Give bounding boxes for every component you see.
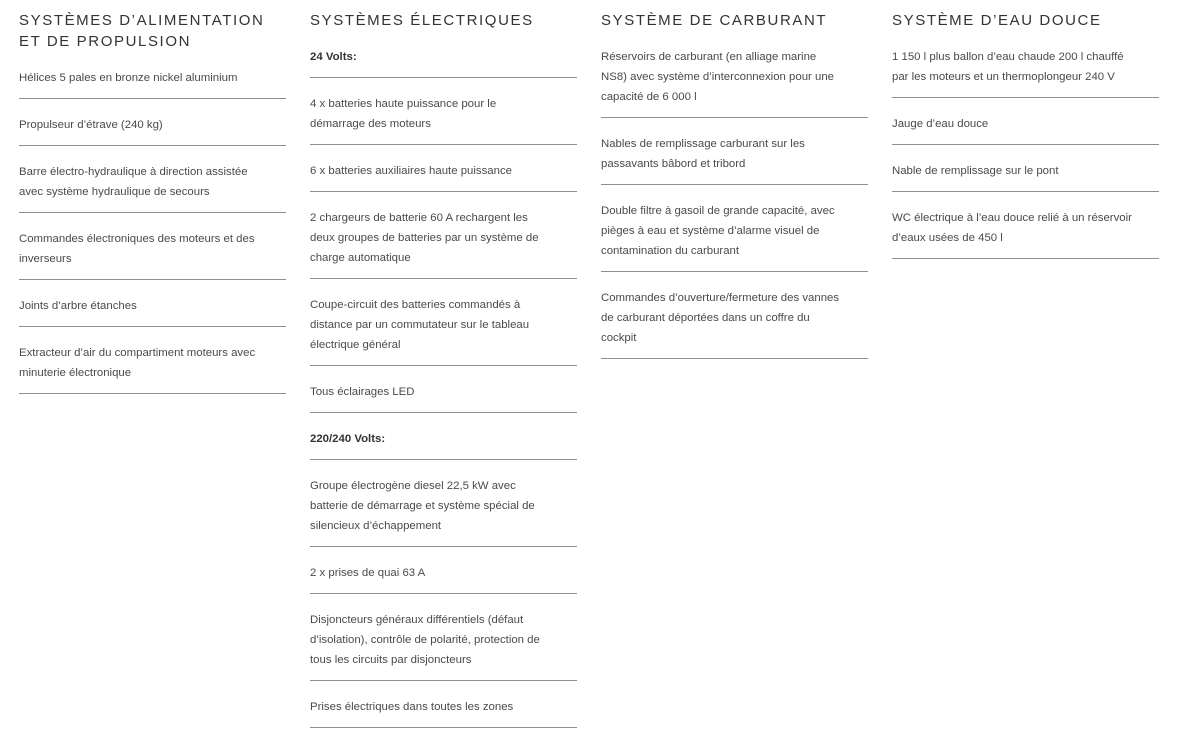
spec-subheading: 24 Volts: [310,47,577,78]
spec-list [601,47,868,359]
spec-item: Commandes électroniques des moteurs et des inverseurs [19,229,286,280]
spec-item: Coupe-circuit des batteries commandés à distance par un commutateur sur le tableau électrique général [310,295,577,366]
spec-item: WC électrique à l’eau douce relié à un réservoir d’eaux usées de 450 l [892,208,1159,259]
spec-item: Propulseur d’étrave (240 kg) [19,115,286,146]
spec-item: Extracteur d’air du compartiment moteurs avec minuterie électronique [19,343,286,394]
spec-subheading: 220/240 Volts: [310,429,577,460]
column-propulsion [19,10,286,410]
spec-item: 2 chargeurs de batterie 60 A rechargent les deux groupes de batteries par un système de charge automatique [310,208,577,279]
spec-item: 1 150 l plus ballon d’eau chaude 200 l chauffé par les moteurs et un thermoplongeur 240 V [892,47,1159,98]
column-title: SYSTÈME DE CARBURANT [601,12,828,29]
column-title: SYSTÈME D’EAU DOUCE [892,12,1102,29]
spec-item: Commandes d’ouverture/fermeture des vannes de carburant déportées dans un coffre du cockpit [601,288,868,359]
spec-list [892,47,1159,259]
spec-item: Nable de remplissage sur le pont [892,161,1159,192]
spec-item: Nables de remplissage carburant sur les passavants bâbord et tribord [601,134,868,185]
spec-item: Barre électro-hydraulique à direction assistée avec système hydraulique de secours [19,162,286,213]
column-fuel [601,10,868,375]
spec-item: Tous éclairages LED [310,382,577,413]
spec-item: Double filtre à gasoil de grande capacité, avec pièges à eau et système d’alarme visuel de contamination du carburant [601,201,868,272]
column-electrical [310,10,577,744]
spec-item: Hélices 5 pales en bronze nickel aluminium [19,68,286,99]
spec-item: 2 x prises de quai 63 A [310,563,577,594]
column-fresh-water [892,10,1159,275]
spec-item: Jauge d’eau douce [892,114,1159,145]
spec-item: Prises électriques dans toutes les zones [310,697,577,728]
spec-list [19,68,286,394]
spec-list [310,47,577,728]
spec-item: Joints d’arbre étanches [19,296,286,327]
spec-item: Disjoncteurs généraux différentiels (défaut d’isolation), contrôle de polarité, protection de tous les circuits par disjoncteurs [310,610,577,681]
spec-item: 6 x batteries auxiliaires haute puissance [310,161,577,192]
column-title: SYSTÈMES D’ALIMENTATION ET DE PROPULSION [19,12,265,50]
spec-item: Groupe électrogène diesel 22,5 kW avec batterie de démarrage et système spécial de silencieux d’échappement [310,476,577,547]
spec-item: 4 x batteries haute puissance pour le démarrage des moteurs [310,94,577,145]
column-title: SYSTÈMES ÉLECTRIQUES [310,12,534,29]
spec-item: Réservoirs de carburant (en alliage marine NS8) avec système d’interconnexion pour une capacité de 6 000 l [601,47,868,118]
